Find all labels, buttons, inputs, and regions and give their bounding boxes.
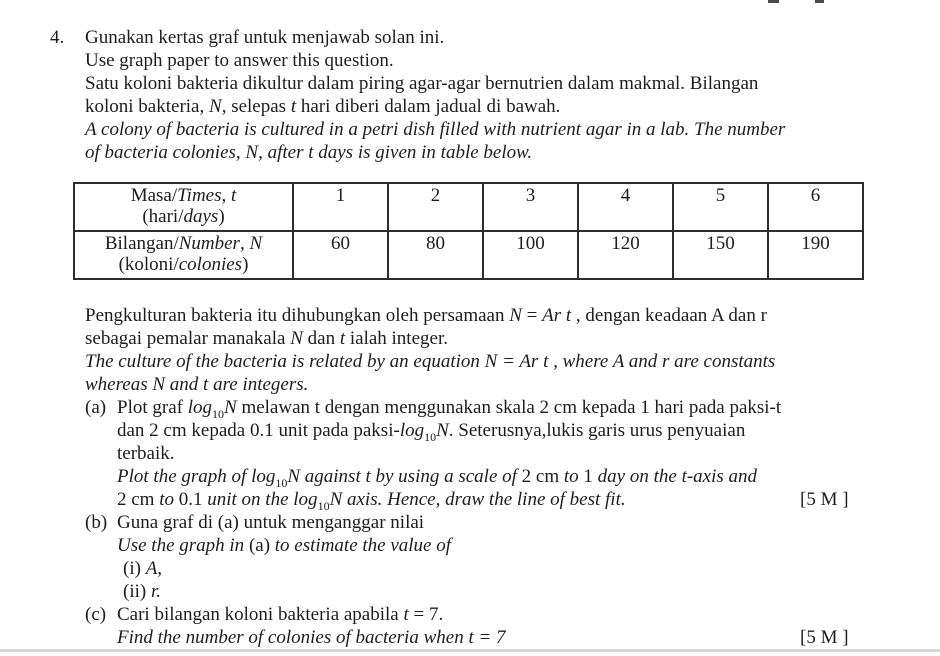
row-header-line <box>75 254 292 275</box>
text-line <box>117 557 875 580</box>
text-line <box>85 26 875 49</box>
text-segment: (hari/ <box>142 206 184 227</box>
text-segment: Plot graf <box>117 397 188 418</box>
text-segment: to <box>159 489 179 510</box>
text-segment: of bacteria colonies, N, after t days is given in table below. <box>85 142 533 163</box>
text-segment: (ii) <box>123 581 151 602</box>
text-segment: = <box>521 305 543 326</box>
text-line <box>117 419 875 442</box>
row-header-line <box>75 185 292 206</box>
table-row <box>74 183 863 231</box>
row-header-cell <box>74 231 293 279</box>
subscript-text: 10 <box>212 406 224 421</box>
text-segment: ) <box>218 206 225 227</box>
value-cell: 60 <box>293 231 388 279</box>
text-line <box>117 396 875 419</box>
subscript-text: 10 <box>275 475 288 490</box>
value-cell: 80 <box>388 231 483 279</box>
question-4 <box>50 26 890 649</box>
text-segment: dan <box>302 328 340 349</box>
text-line <box>85 327 875 350</box>
value-cell: 100 <box>483 231 578 279</box>
part-body <box>117 603 875 649</box>
text-segment: t <box>339 328 346 349</box>
text-segment: ialah integer. <box>345 328 448 349</box>
text-segment: day on the t-axis and <box>597 466 758 487</box>
text-segment: whereas N and t are integers. <box>85 374 309 395</box>
subscript-text: 10 <box>424 429 437 444</box>
text-segment: . Seterusnya,lukis garis urus penyuaian <box>448 420 746 441</box>
text-segment: t <box>403 604 409 625</box>
cropped-text-fragment-2 <box>815 0 824 3</box>
text-segment: N against t by using a scale of <box>287 466 522 487</box>
text-line <box>85 373 875 396</box>
text-line <box>117 511 875 534</box>
text-segment: Find the number of colonies of bacteria when t = 7 <box>117 627 506 648</box>
text-segment: , selepas <box>221 96 291 117</box>
intro-paragraph <box>85 26 875 164</box>
value-cell: 1 <box>293 183 388 231</box>
part-body <box>117 511 875 603</box>
text-segment: N <box>209 96 222 117</box>
part-label: (c) <box>85 604 107 625</box>
value-cell: 2 <box>388 183 483 231</box>
text-segment: melawan t dengan menggunakan skala 2 cm kepada 1 hari pada paksi-t <box>236 397 782 418</box>
text-segment: dan 2 cm kepada 0.1 unit pada paksi- <box>117 420 400 441</box>
text-segment: Use the graph in <box>117 535 249 556</box>
text-segment: N <box>249 233 263 254</box>
row-header-line <box>75 206 292 227</box>
text-segment: 2 cm <box>521 466 564 487</box>
text-line <box>117 488 875 511</box>
text-line <box>85 350 875 373</box>
text-segment: , <box>221 185 231 206</box>
text-segment: log <box>187 397 212 418</box>
text-segment: 2 cm <box>117 489 160 510</box>
part-label: (a) <box>85 397 107 418</box>
text-segment: r. <box>150 581 162 602</box>
text-segment: unit on the <box>207 489 294 510</box>
text-segment: N axis. Hence, draw the line of best fit. <box>329 489 626 510</box>
part-c <box>85 603 875 649</box>
row-header-line <box>75 233 292 254</box>
text-line <box>117 465 875 488</box>
subscript-text: 10 <box>317 498 330 513</box>
value-cell: 4 <box>578 183 673 231</box>
text-line <box>117 580 875 603</box>
text-segment: N <box>484 351 498 372</box>
cropped-text-fragment-1 <box>768 0 779 3</box>
equation-paragraph <box>85 304 875 396</box>
data-table <box>73 182 864 280</box>
text-segment: Bilangan/ <box>104 233 179 254</box>
page-edge-line <box>0 649 940 652</box>
text-segment: Ar t <box>519 351 549 372</box>
text-segment: (a) <box>248 535 275 556</box>
part-label: (b) <box>85 512 108 533</box>
data-table-body <box>74 183 863 279</box>
question-body <box>85 26 875 649</box>
text-segment: Pengkulturan bakteria itu dihubungkan oleh persamaan <box>85 305 510 326</box>
text-segment: (i) <box>123 558 146 579</box>
value-cell: 3 <box>483 183 578 231</box>
text-segment: Ar t <box>542 305 572 326</box>
text-segment: 1 <box>583 466 598 487</box>
text-segment: Number <box>178 233 240 254</box>
text-segment: , dengan keadaan A dan r <box>571 305 767 326</box>
text-segment: = 7. <box>408 604 444 625</box>
text-line <box>117 626 875 649</box>
text-segment: hari diberi dalam jadual di bawah. <box>296 96 561 117</box>
parts-container <box>85 396 875 649</box>
value-cell: 150 <box>673 231 768 279</box>
text-segment: A, <box>145 558 163 579</box>
text-line <box>85 304 875 327</box>
part-body <box>117 396 875 511</box>
question-number: 4. <box>50 27 65 48</box>
value-cell: 120 <box>578 231 673 279</box>
table-row <box>74 231 863 279</box>
text-segment: A colony of bacteria is cultured in a petri dish filled with nutrient agar in a lab. The number <box>85 119 786 140</box>
text-segment: colonies <box>178 254 243 275</box>
text-segment: (koloni/ <box>118 254 179 275</box>
text-segment: to estimate the value of <box>274 535 452 556</box>
row-header-cell <box>74 183 293 231</box>
text-segment: koloni bakteria, <box>85 96 209 117</box>
text-segment: Times <box>177 185 222 206</box>
marks-label: [5 M ] <box>800 489 849 510</box>
text-segment: terbaik. <box>117 443 175 464</box>
text-segment: Cari bilangan koloni bakteria apabila <box>117 604 404 625</box>
text-segment: N <box>509 305 522 326</box>
text-segment: Gunakan kertas graf untuk menjawab solan ini. <box>85 27 445 48</box>
text-segment: Use graph paper to answer this question. <box>85 50 394 71</box>
text-segment: log <box>399 420 425 441</box>
part-a <box>85 396 875 511</box>
text-line <box>85 95 875 118</box>
text-segment: N <box>290 328 303 349</box>
text-line <box>85 72 875 95</box>
text-line <box>85 141 875 164</box>
value-cell: 6 <box>768 183 863 231</box>
text-segment: log <box>251 466 276 487</box>
text-line <box>85 49 875 72</box>
text-segment: The culture of the bacteria is related by an equation <box>85 351 485 372</box>
text-segment: = <box>497 351 520 372</box>
text-segment: sebagai pemalar manakala <box>85 328 291 349</box>
text-segment: t <box>231 185 237 206</box>
text-segment: Satu koloni bakteria dikultur dalam piring agar-agar bernutrien dalam makmal. Bilangan <box>85 73 759 94</box>
text-line <box>117 442 875 465</box>
value-cell: 190 <box>768 231 863 279</box>
text-segment: Masa/ <box>130 185 178 206</box>
text-segment: , <box>239 233 250 254</box>
text-segment: Plot the graph of <box>117 466 252 487</box>
text-line <box>85 118 875 141</box>
text-segment: log <box>293 489 318 510</box>
text-segment: days <box>183 206 219 227</box>
marks-label: [5 M ] <box>800 627 849 648</box>
text-segment: Guna graf di (a) untuk menganggar nilai <box>117 512 425 533</box>
text-segment: ) <box>242 254 249 275</box>
text-segment: N <box>436 420 449 441</box>
text-segment: 0.1 <box>178 489 208 510</box>
text-segment: N <box>224 397 237 418</box>
value-cell: 5 <box>673 183 768 231</box>
text-segment: to <box>563 466 584 487</box>
text-segment: , where A and r are constants <box>548 351 776 372</box>
text-segment: t <box>290 96 297 117</box>
text-line <box>117 534 875 557</box>
text-line <box>117 603 875 626</box>
part-b <box>85 511 875 603</box>
